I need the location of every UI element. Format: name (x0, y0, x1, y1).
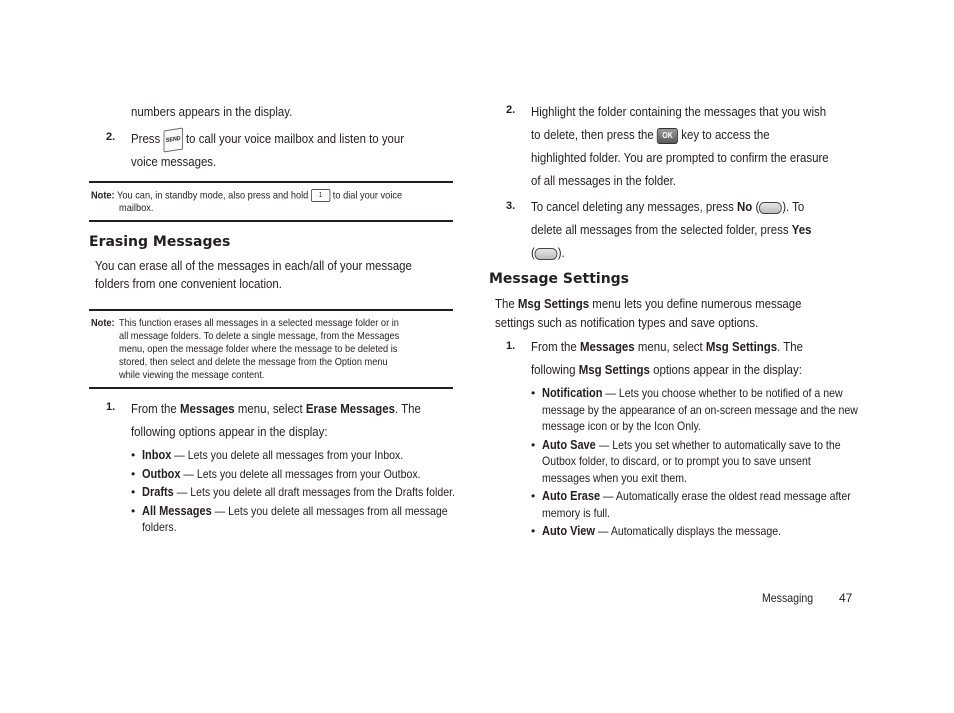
list-item: • Auto View — Automatically displays the message. (531, 524, 782, 538)
one-key-icon: 1 (311, 189, 330, 202)
right-step-1-text: From the Messages menu, select Msg Settings. The following Msg Settings options appear in the display: (531, 339, 803, 377)
note-1-line2: mailbox. (119, 202, 154, 214)
step-2-text: Press SEND to call your voice mailbox and listen to your (131, 127, 441, 151)
note-rule-bottom (89, 387, 453, 389)
page-number: 47 (839, 591, 853, 605)
list-item: • Auto Save — Lets you set whether to automatically save to the Outbox folder, to discard, or to prompt you to save unsent messages when you exit them. (531, 437, 841, 485)
settings-options-list (531, 385, 861, 540)
section-heading-message-settings: Message Settings (489, 271, 630, 287)
step-number: 2. (506, 104, 516, 116)
note-1: Note: You can, in standby mode, also press and hold 1 to dial your voice (91, 189, 403, 202)
note-2-text: This function erases all messages in a selected message folder or in all message folders. To delete a single message, from the Messages menu, open the message folder where the message to be deleted is stored, then select and delete the message from the Option menu while viewing the message content. (119, 317, 400, 381)
left-soft-key-icon (759, 202, 782, 214)
footer-section-name: Messaging (762, 591, 814, 605)
note-rule-top (89, 309, 453, 311)
note-2-label: Note: (91, 317, 115, 329)
right-step-3-text: To cancel deleting any messages, press No ( ). To delete all messages from the selected folder, press Yes ( ). (531, 199, 812, 260)
step-number: 3. (506, 200, 516, 212)
list-item: • All Messages — Lets you delete all messages from all message folders. (131, 503, 448, 534)
list-item: • Auto Erase — Automatically erase the oldest read message after memory is full. (531, 489, 851, 520)
continued-text: numbers appears in the display. (131, 104, 293, 119)
right-soft-key-icon (535, 248, 558, 260)
erasing-intro: You can erase all of the messages in each/all of your message folders from one convenient location. (95, 258, 412, 291)
note-rule-top (89, 181, 453, 183)
step-2-text-line2: voice messages. (131, 154, 217, 169)
step-number: 1. (506, 340, 516, 352)
ok-key-icon: OK (657, 128, 678, 144)
message-settings-intro: The Msg Settings menu lets you define numerous message settings such as notification types and save options. (495, 296, 802, 330)
step-number: 1. (106, 401, 116, 413)
erase-options-list (131, 447, 461, 536)
list-item: • Notification — Lets you choose whether to be notified of a new message by the appearance of an on-screen message and the new message icon or by the Icon Only. (531, 386, 858, 433)
section-heading-erasing: Erasing Messages (89, 234, 231, 250)
list-item: • Outbox — Lets you delete all messages from your Outbox. (131, 466, 421, 481)
right-step-2-text: Highlight the folder containing the messages that you wish to delete, then press the OK key to access the highlighted folder. You are prompted to confirm the erasure of all messages in the folder. (531, 104, 829, 188)
send-key-icon: SEND (163, 127, 182, 152)
note-rule-bottom (89, 220, 453, 222)
step-1-text-line2: following options appear in the display: (131, 424, 328, 439)
list-item: • Inbox — Lets you delete all messages from your Inbox. (131, 448, 404, 462)
list-item: • Drafts — Lets you delete all draft messages from the Drafts folder. (131, 485, 455, 499)
note-label: Note: (91, 189, 115, 202)
step-number: 2. (106, 131, 116, 143)
step-1-text: From the Messages menu, select Erase Messages. The (131, 401, 421, 416)
